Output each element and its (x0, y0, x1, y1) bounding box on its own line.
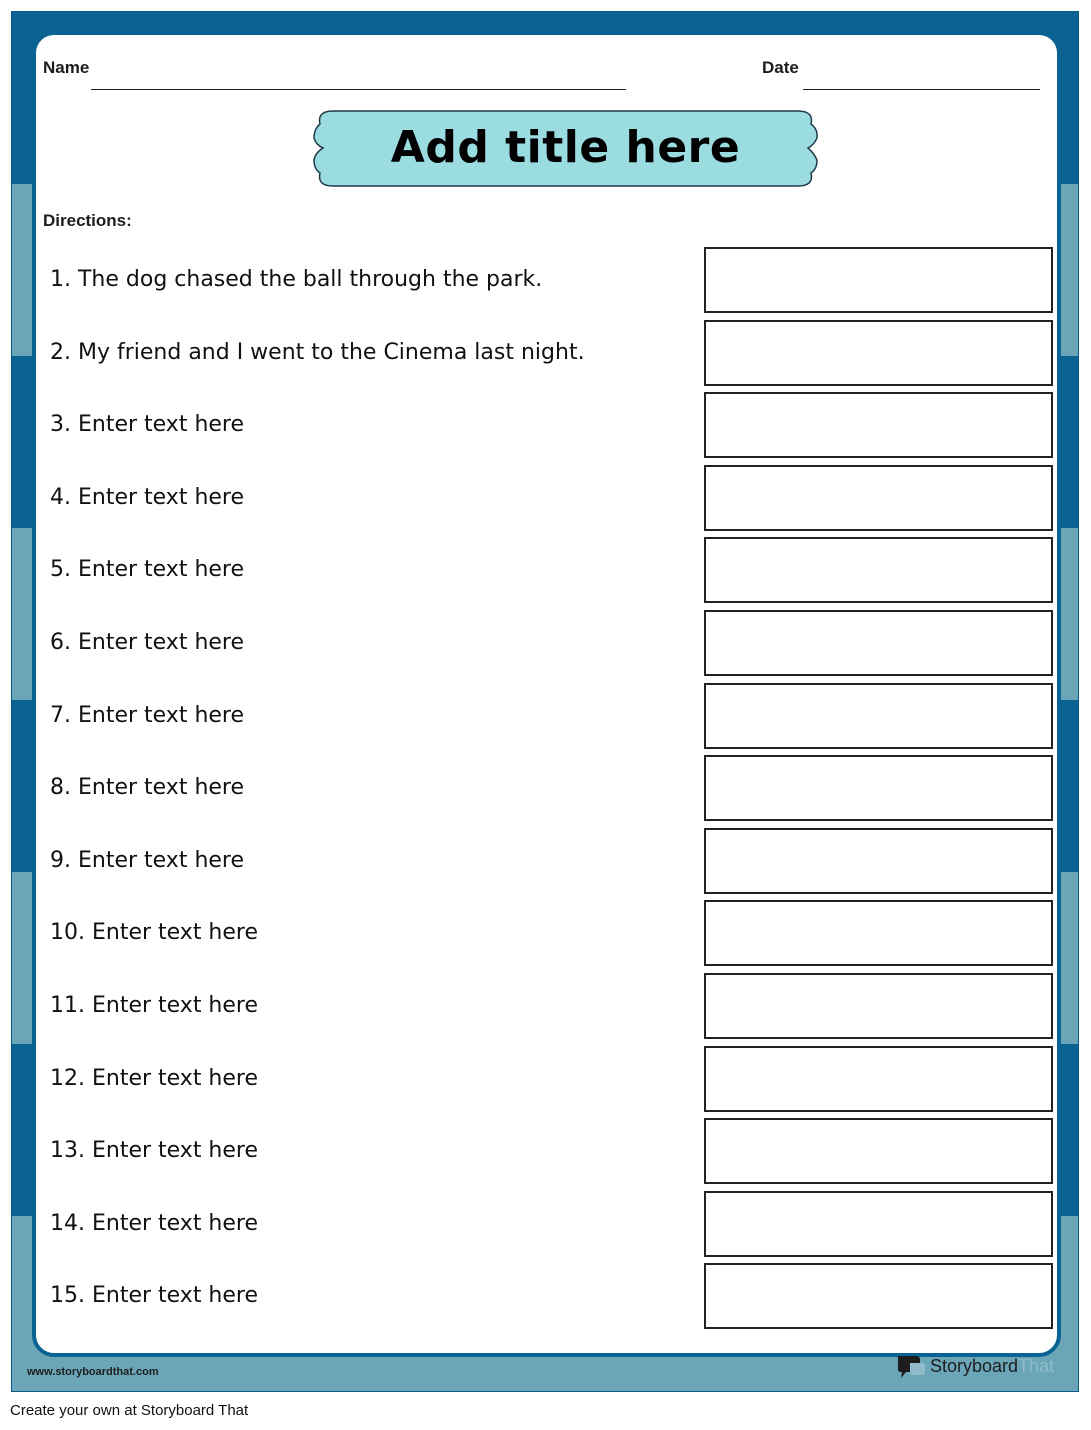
site-url: www.storyboardthat.com (27, 1366, 159, 1378)
question-text[interactable]: 13. Enter text here (50, 1138, 259, 1164)
question-row (0, 973, 1091, 1039)
question-row (0, 1191, 1091, 1257)
answer-box[interactable] (704, 392, 1053, 458)
question-row (0, 1263, 1091, 1329)
question-row (0, 610, 1091, 676)
title-banner[interactable] (311, 107, 820, 189)
answer-box[interactable] (704, 1118, 1053, 1184)
question-row (0, 320, 1091, 386)
question-text[interactable]: 10. Enter text here (50, 920, 259, 946)
question-row (0, 247, 1091, 313)
footer-credit: Create your own at Storyboard That (10, 1402, 249, 1419)
answer-box[interactable] (704, 610, 1053, 676)
question-row (0, 755, 1091, 821)
question-text[interactable]: 1. The dog chased the ball through the park. (50, 267, 543, 292)
answer-box[interactable] (704, 537, 1053, 603)
name-field[interactable] (91, 89, 626, 90)
question-text[interactable]: 7. Enter text here (50, 702, 245, 728)
question-row (0, 900, 1091, 966)
answer-box[interactable] (704, 755, 1053, 821)
question-text[interactable]: 2. My friend and I went to the Cinema last night. (50, 339, 585, 365)
question-text[interactable]: 9. Enter text here (50, 847, 245, 873)
answer-box[interactable] (704, 465, 1053, 531)
logo-text-storyboard: Storyboard (930, 1356, 1019, 1376)
answer-box[interactable] (704, 683, 1053, 749)
question-text[interactable]: 5. Enter text here (50, 557, 245, 583)
question-text[interactable]: 3. Enter text here (50, 412, 245, 438)
question-row (0, 392, 1091, 458)
answer-box[interactable] (704, 973, 1053, 1039)
question-row (0, 828, 1091, 894)
question-text[interactable]: 6. Enter text here (50, 630, 245, 655)
answer-box[interactable] (704, 1046, 1053, 1112)
question-row (0, 1118, 1091, 1184)
answer-box[interactable] (704, 1263, 1053, 1329)
question-text[interactable]: 12. Enter text here (50, 1065, 259, 1091)
question-text[interactable]: 11. Enter text here (50, 993, 259, 1018)
answer-box[interactable] (704, 247, 1053, 313)
date-field[interactable] (803, 89, 1040, 90)
question-text[interactable]: 14. Enter text here (50, 1210, 259, 1236)
answer-box[interactable] (704, 1191, 1053, 1257)
date-label: Date (762, 58, 799, 77)
answer-box[interactable] (704, 828, 1053, 894)
question-row (0, 1046, 1091, 1112)
question-text[interactable]: 4. Enter text here (50, 484, 245, 510)
question-row (0, 537, 1091, 603)
logo-text-that: That (1018, 1356, 1055, 1376)
directions-label: Directions: (43, 211, 132, 230)
answer-box[interactable] (704, 900, 1053, 966)
answer-box[interactable] (704, 320, 1053, 386)
question-text[interactable]: 15. Enter text here (50, 1283, 259, 1309)
speech-bubble-icon (896, 1354, 926, 1380)
question-text[interactable]: 8. Enter text here (50, 775, 245, 801)
page-title: Add title here (390, 122, 741, 173)
name-label: Name (43, 58, 90, 77)
question-row (0, 465, 1091, 531)
question-row (0, 683, 1091, 749)
